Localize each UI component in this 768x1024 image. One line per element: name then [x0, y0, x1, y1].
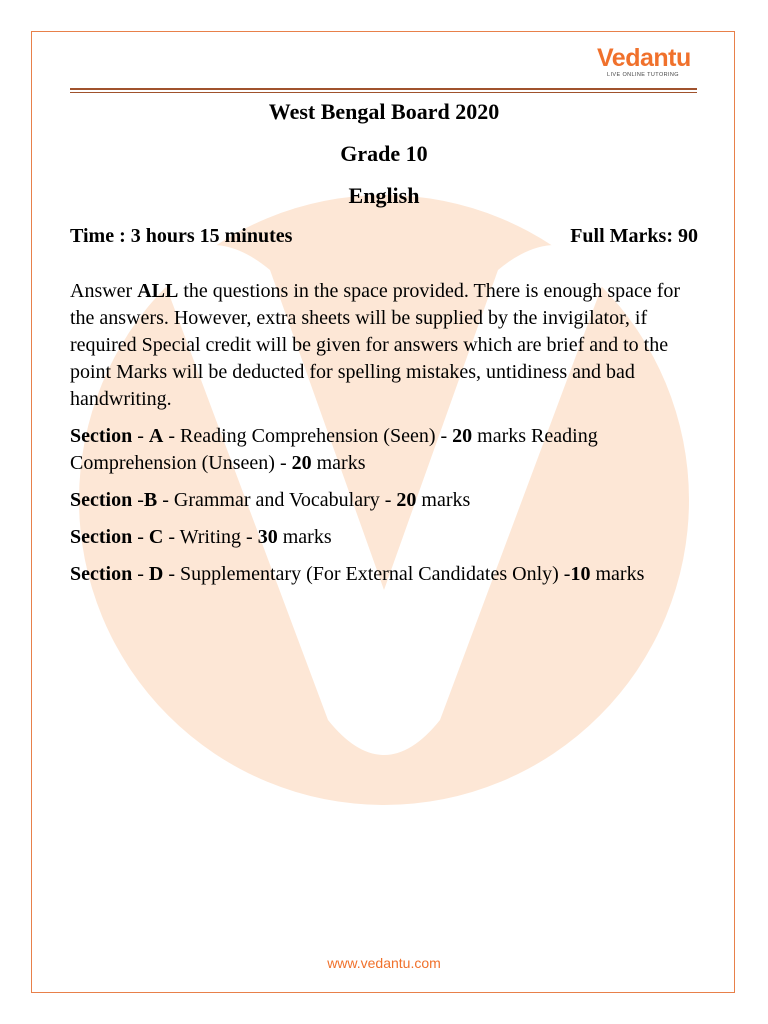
- footer-url[interactable]: www.vedantu.com: [327, 955, 441, 971]
- logo-wordmark: Vedantu: [597, 44, 691, 72]
- header-rule-thin: [70, 92, 697, 93]
- section-b: Section -B - Grammar and Vocabulary - 20 marks: [70, 489, 471, 511]
- section-d: Section - D - Supplementary (For External Candidates Only) -10 marks: [70, 563, 645, 585]
- grade-title: Grade 10: [340, 141, 428, 166]
- subject-title: English: [348, 183, 420, 208]
- vedantu-logo: [597, 44, 691, 80]
- section-a: Section - A - Reading Comprehension (Seen) - 20 marks Reading Comprehension (Unseen) - 20 marks: [70, 425, 598, 474]
- exam-meta-row: [70, 224, 698, 248]
- instructions-paragraph: Answer ALL the questions in the space provided. There is enough space for the answers. However, extra sheets will be supplied by the invigilator, if required Special credit will be given for answers which are brief and to the point Marks will be deducted for spelling mistakes, untidiness and bad handwriting.: [70, 280, 681, 410]
- full-marks: Full Marks: 90: [570, 225, 698, 247]
- section-c: Section - C - Writing - 30 marks: [70, 526, 332, 548]
- time-allowed: Time : 3 hours 15 minutes: [70, 225, 293, 247]
- board-title: West Bengal Board 2020: [268, 99, 500, 124]
- logo-tagline: LIVE ONLINE TUTORING: [607, 72, 679, 78]
- header-rule: [70, 88, 697, 90]
- document-body: [70, 96, 698, 588]
